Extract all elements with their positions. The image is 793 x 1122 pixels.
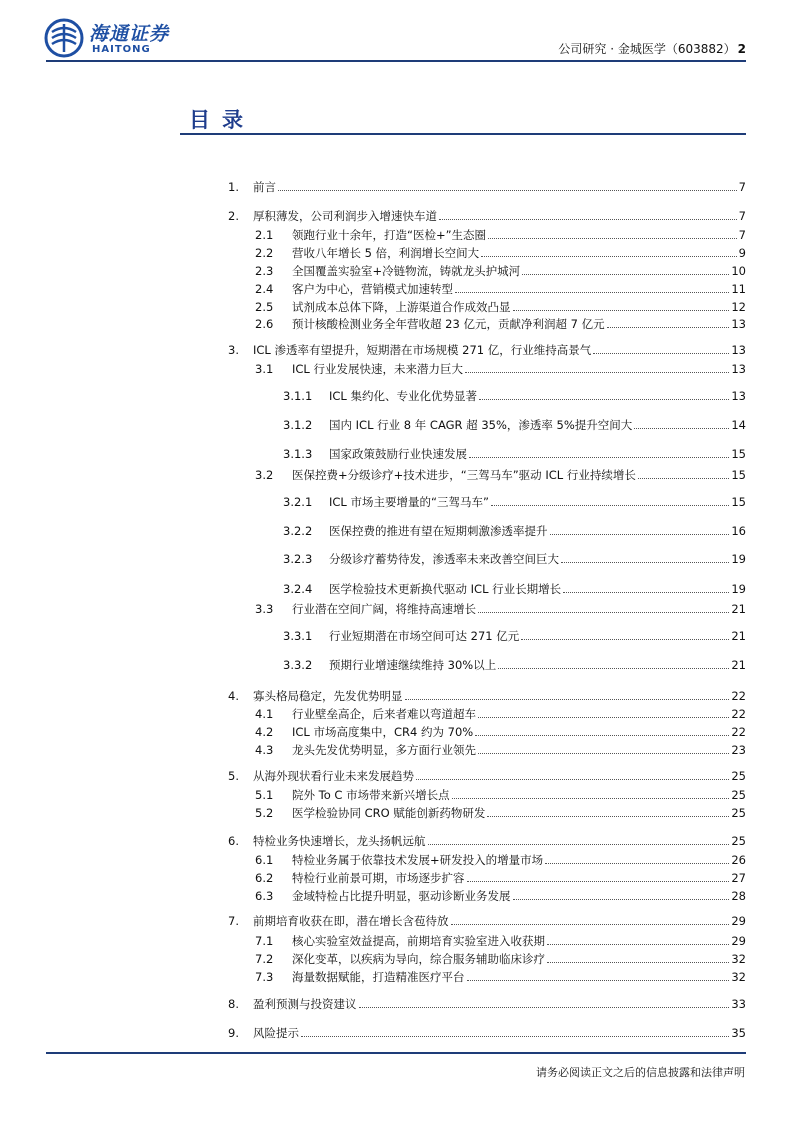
toc-entry-page: 32 (731, 970, 746, 984)
toc-entry-page: 21 (731, 602, 746, 616)
toc-entry[interactable] (228, 833, 746, 849)
toc-dot-leader (547, 933, 729, 945)
toc-entry[interactable] (255, 227, 746, 243)
toc-dot-leader (491, 494, 729, 506)
toc-entry-number: 2.3 (255, 264, 274, 278)
toc-entry-number: 5.1 (255, 788, 274, 802)
toc-entry-number: 3.1.1 (283, 389, 313, 403)
toc-entry-number: 3.2.2 (283, 524, 313, 538)
toc-entry[interactable] (283, 417, 746, 433)
toc-entry-title: 特检业务快速增长，龙头扬帆远航 (253, 834, 426, 848)
toc-entry[interactable] (283, 494, 746, 510)
toc-entry[interactable] (283, 581, 746, 597)
toc-entry-number: 2.2 (255, 246, 274, 260)
toc-dot-leader (455, 281, 729, 293)
toc-entry[interactable] (283, 657, 746, 673)
toc-dot-leader (278, 179, 737, 191)
toc-entry-page: 11 (731, 282, 746, 296)
toc-entry-number: 4.3 (255, 743, 274, 757)
toc-entry-title: 核心实验室效益提高，前期培育实验室进入收获期 (292, 934, 545, 948)
toc-entry-number: 8. (228, 997, 239, 1011)
toc-entry-page: 25 (731, 769, 746, 783)
toc-entry-title: 龙头先发优势明显，多方面行业领先 (292, 743, 476, 757)
toc-entry[interactable] (255, 724, 746, 740)
toc-entry-title: ICL 行业发展快速，未来潜力巨大 (292, 362, 463, 376)
toc-entry-number: 3.3 (255, 602, 274, 616)
toc-dot-leader (513, 888, 730, 900)
toc-entry-number: 3.2.1 (283, 495, 313, 509)
toc-entry[interactable] (228, 179, 746, 195)
header-text: 公司研究 · 金城医学（603882） (558, 42, 736, 56)
toc-title: 目录 (189, 108, 255, 132)
toc-entry-title: 营收八年增长 5 倍，利润增长空间大 (292, 246, 480, 260)
toc-entry-page: 10 (731, 264, 746, 278)
toc-entry[interactable] (255, 787, 746, 803)
toc-entry-title: 院外 To C 市场带来新兴增长点 (292, 788, 450, 802)
toc-entry-page: 33 (731, 997, 746, 1011)
toc-entry-number: 3.1.2 (283, 418, 313, 432)
toc-entry-page: 15 (731, 495, 746, 509)
title-divider (180, 133, 746, 135)
toc-entry-number: 2.6 (255, 317, 274, 331)
toc-entry[interactable] (283, 446, 746, 462)
toc-entry-number: 5. (228, 769, 239, 783)
toc-entry[interactable] (283, 551, 746, 567)
toc-entry-title: 海量数据赋能，打造精准医疗平台 (292, 970, 465, 984)
toc-dot-leader (550, 523, 730, 535)
toc-entry[interactable] (255, 706, 746, 722)
toc-entry[interactable] (255, 951, 746, 967)
toc-entry-title: 金域特检占比提升明显，驱动诊断业务发展 (292, 889, 511, 903)
toc-entry-title: 从海外现状看行业未来发展趋势 (253, 769, 414, 783)
toc-entry-page: 16 (731, 524, 746, 538)
toc-entry[interactable] (255, 299, 746, 315)
haitong-emblem-icon (44, 18, 84, 58)
toc-entry[interactable] (283, 523, 746, 539)
toc-entry-number: 4.1 (255, 707, 274, 721)
toc-dot-leader (405, 688, 730, 700)
toc-entry-title: 预计核酸检测业务全年营收超 23 亿元，贡献净利润超 7 亿元 (292, 317, 605, 331)
toc-entry[interactable] (228, 768, 746, 784)
toc-entry-number: 3.2.3 (283, 552, 313, 566)
toc-entry-page: 15 (731, 447, 746, 461)
toc-entry[interactable] (228, 208, 746, 224)
toc-entry-number: 7.2 (255, 952, 274, 966)
toc-entry-number: 6.1 (255, 853, 274, 867)
toc-entry-page: 19 (731, 552, 746, 566)
toc-entry-title: ICL 市场高度集中，CR4 约为 70% (292, 725, 474, 739)
footer-disclaimer: 请务必阅读正文之后的信息披露和法律声明 (536, 1066, 745, 1079)
toc-entry[interactable] (255, 870, 746, 886)
toc-entry-page: 27 (731, 871, 746, 885)
toc-entry-number: 4.2 (255, 725, 274, 739)
toc-entry[interactable] (255, 263, 746, 279)
toc-entry-number: 3.1 (255, 362, 274, 376)
toc-dot-leader (467, 870, 730, 882)
toc-dot-leader (428, 833, 730, 845)
toc-entry-number: 9. (228, 1026, 239, 1040)
toc-entry-page: 9 (738, 246, 746, 260)
toc-dot-leader (634, 417, 729, 429)
toc-entry[interactable] (255, 933, 746, 949)
toc-dot-leader (547, 951, 729, 963)
toc-dot-leader (469, 446, 729, 458)
toc-entry-page: 22 (731, 725, 746, 739)
toc-entry-title: 寡头格局稳定，先发优势明显 (253, 689, 403, 703)
toc-entry-page: 14 (731, 418, 746, 432)
toc-entry-number: 3.3.1 (283, 629, 313, 643)
toc-entry-title: 医保控费+分级诊疗+技术进步，“三驾马车”驱动 ICL 行业持续增长 (292, 468, 636, 482)
toc-entry-page: 15 (731, 468, 746, 482)
toc-dot-leader (593, 342, 729, 354)
toc-entry-title: 行业潜在空间广阔，将维持高速增长 (292, 602, 476, 616)
toc-dot-leader (561, 551, 729, 563)
toc-dot-leader (521, 628, 729, 640)
toc-entry-page: 13 (731, 343, 746, 357)
toc-dot-leader (478, 601, 729, 613)
toc-dot-leader (488, 227, 737, 239)
haitong-logo (44, 18, 184, 60)
page-number: 2 (737, 42, 746, 56)
toc-entry-title: 医学检验协同 CRO 赋能创新药物研发 (292, 806, 486, 820)
toc-dot-leader (452, 787, 730, 799)
toc-dot-leader (359, 996, 730, 1008)
toc-dot-leader (475, 724, 729, 736)
toc-entry-page: 19 (731, 582, 746, 596)
toc-entry-page: 7 (738, 209, 746, 223)
toc-entry[interactable] (255, 805, 746, 821)
toc-dot-leader (522, 263, 729, 275)
logo-english-name: HAITONG (92, 44, 151, 55)
toc-entry-title: 厚积薄发，公司利润步入增速快车道 (253, 209, 437, 223)
toc-entry-title: 前言 (253, 180, 276, 194)
toc-entry-title: ICL 市场主要增量的“三驾马车” (329, 495, 489, 509)
toc-entry-number: 3.3.2 (283, 658, 313, 672)
toc-dot-leader (478, 706, 729, 718)
toc-entry-title: 国家政策鼓励行业快速发展 (329, 447, 467, 461)
toc-dot-leader (439, 208, 737, 220)
toc-dot-leader (301, 1025, 729, 1037)
toc-dot-leader (498, 657, 729, 669)
toc-entry[interactable] (228, 913, 746, 929)
toc-entry[interactable] (228, 1025, 746, 1041)
toc-entry-title: 医学检验技术更新换代驱动 ICL 行业长期增长 (329, 582, 562, 596)
toc-entry-number: 3.1.3 (283, 447, 313, 461)
toc-entry-number: 2.1 (255, 228, 274, 242)
toc-entry[interactable] (255, 281, 746, 297)
toc-entry-number: 2.5 (255, 300, 274, 314)
toc-entry-title: 深化变革，以疾病为导向，综合服务辅助临床诊疗 (292, 952, 545, 966)
toc-dot-leader (638, 467, 730, 479)
toc-entry-title: 全国覆盖实验室+冷链物流，铸就龙头护城河 (292, 264, 521, 278)
toc-entry[interactable] (255, 601, 746, 617)
toc-entry[interactable] (283, 628, 746, 644)
toc-entry[interactable] (255, 852, 746, 868)
toc-entry-page: 7 (738, 180, 746, 194)
toc-entry[interactable] (228, 342, 746, 358)
toc-entry-title: 特检行业前景可期，市场逐步扩容 (292, 871, 465, 885)
toc-entry-page: 22 (731, 689, 746, 703)
toc-entry-page: 7 (738, 228, 746, 242)
toc-dot-leader (451, 913, 730, 925)
footer-divider (46, 1052, 746, 1054)
toc-entry-page: 28 (731, 889, 746, 903)
toc-entry[interactable] (255, 361, 746, 377)
toc-entry-number: 7. (228, 914, 239, 928)
toc-entry-number: 3.2.4 (283, 582, 313, 596)
toc-entry-page: 26 (731, 853, 746, 867)
toc-entry-page: 12 (731, 300, 746, 314)
toc-entry-page: 32 (731, 952, 746, 966)
toc-entry-number: 3. (228, 343, 239, 357)
toc-entry-page: 22 (731, 707, 746, 721)
toc-entry-page: 23 (731, 743, 746, 757)
toc-entry[interactable] (255, 969, 746, 985)
toc-entry-title: 行业短期潜在市场空间可达 271 亿元 (329, 629, 520, 643)
toc-entry-title: ICL 集约化、专业化优势显著 (329, 389, 477, 403)
toc-entry[interactable] (255, 742, 746, 758)
toc-dot-leader (478, 742, 729, 754)
toc-entry[interactable] (228, 996, 746, 1012)
toc-entry-title: 国内 ICL 行业 8 年 CAGR 超 35%，渗透率 5%提升空间大 (329, 418, 633, 432)
toc-entry-number: 2.4 (255, 282, 274, 296)
toc-entry[interactable] (283, 388, 746, 404)
toc-entry-title: 分级诊疗蓄势待发，渗透率未来改善空间巨大 (329, 552, 559, 566)
header-divider (46, 60, 746, 62)
toc-entry-title: 特检业务属于依靠技术发展+研发投入的增量市场 (292, 853, 544, 867)
toc-dot-leader (416, 768, 729, 780)
toc-entry-title: 行业壁垒高企，后来者难以弯道超车 (292, 707, 476, 721)
toc-entry-number: 7.1 (255, 934, 274, 948)
toc-entry[interactable] (255, 245, 746, 261)
toc-dot-leader (563, 581, 729, 593)
toc-dot-leader (487, 805, 729, 817)
toc-entry-title: ICL 渗透率有望提升，短期潜在市场规模 271 亿，行业维持高景气 (253, 343, 592, 357)
page-header (558, 40, 746, 57)
toc-entry-page: 13 (731, 362, 746, 376)
toc-entry-page: 25 (731, 788, 746, 802)
toc-entry-title: 医保控费的推进有望在短期刺激渗透率提升 (329, 524, 548, 538)
toc-entry-title: 盈利预测与投资建议 (253, 997, 357, 1011)
toc-entry-title: 客户为中心，营销模式加速转型 (292, 282, 453, 296)
toc-dot-leader (479, 388, 729, 400)
toc-entry-title: 预期行业增速继续维持 30%以上 (329, 658, 497, 672)
toc-entry-page: 13 (731, 389, 746, 403)
toc-entry[interactable] (228, 688, 746, 704)
toc-entry[interactable] (255, 316, 746, 332)
toc-entry-number: 6. (228, 834, 239, 848)
toc-entry-title: 试剂成本总体下降，上游渠道合作成效凸显 (292, 300, 511, 314)
toc-entry-page: 21 (731, 629, 746, 643)
toc-dot-leader (465, 361, 729, 373)
toc-entry-page: 35 (731, 1026, 746, 1040)
toc-entry-title: 前期培育收获在即，潜在增长含苞待放 (253, 914, 449, 928)
toc-entry-page: 25 (731, 806, 746, 820)
toc-entry[interactable] (255, 888, 746, 904)
toc-dot-leader (513, 299, 730, 311)
toc-entry-number: 5.2 (255, 806, 274, 820)
toc-dot-leader (545, 852, 729, 864)
toc-entry-number: 6.3 (255, 889, 274, 903)
toc-entry-number: 1. (228, 180, 239, 194)
toc-entry-title: 风险提示 (253, 1026, 299, 1040)
toc-dot-leader (467, 969, 730, 981)
toc-entry-title: 领跑行业十余年，打造“医检+”生态圈 (292, 228, 487, 242)
toc-entry-number: 2. (228, 209, 239, 223)
toc-entry-number: 7.3 (255, 970, 274, 984)
toc-dot-leader (607, 316, 730, 328)
logo-chinese-name: 海通证券 (89, 23, 170, 45)
toc-entry-page: 25 (731, 834, 746, 848)
toc-entry[interactable] (255, 467, 746, 483)
toc-entry-number: 4. (228, 689, 239, 703)
toc-entry-number: 6.2 (255, 871, 274, 885)
toc-entry-number: 3.2 (255, 468, 274, 482)
toc-entry-page: 21 (731, 658, 746, 672)
toc-entry-page: 29 (731, 934, 746, 948)
toc-entry-page: 13 (731, 317, 746, 331)
toc-entry-page: 29 (731, 914, 746, 928)
toc-dot-leader (481, 245, 737, 257)
